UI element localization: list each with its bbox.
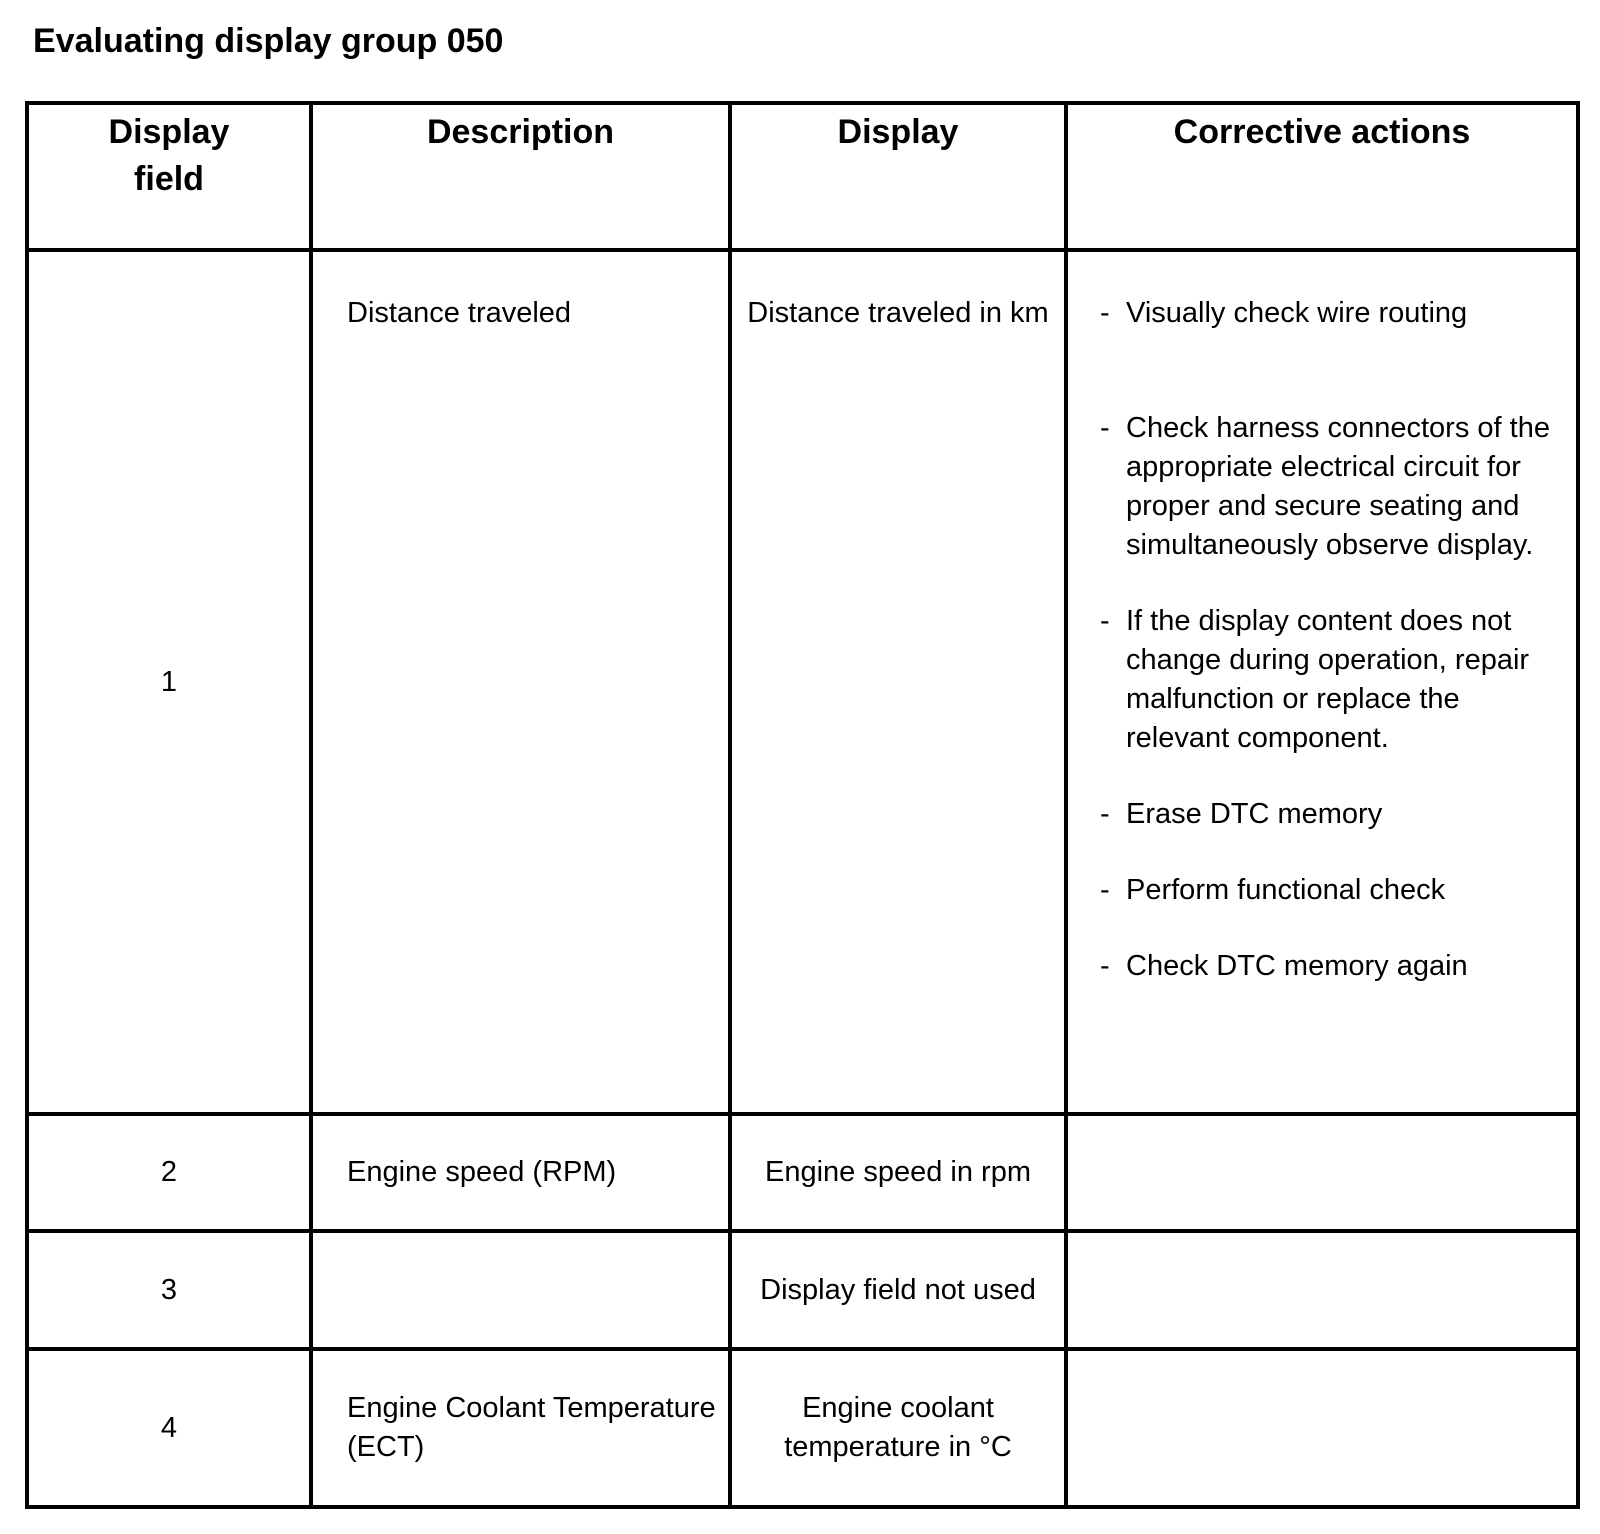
description-cell: Distance traveled	[311, 250, 730, 1114]
display-cell: Engine coolant temperature in °C	[730, 1349, 1066, 1507]
list-item: - If the display content does not change during operation, repair malfunction or replace the relevant component.	[1098, 602, 1556, 758]
description-cell: Engine speed (RPM)	[311, 1114, 730, 1231]
field-number-cell: 4	[27, 1349, 311, 1507]
display-group-table	[25, 101, 1580, 1509]
header-display: Display	[730, 103, 1066, 250]
display-cell: Display field not used	[730, 1231, 1066, 1349]
description-cell	[311, 1231, 730, 1349]
corrective-actions-list	[1068, 252, 1576, 986]
table-row	[27, 1349, 1578, 1507]
corrective-actions-cell	[1066, 1349, 1578, 1507]
table-row	[27, 1231, 1578, 1349]
display-cell: Distance traveled in km	[730, 250, 1066, 1114]
page-title: Evaluating display group 050	[33, 22, 504, 60]
field-number-cell: 2	[27, 1114, 311, 1231]
field-number-cell: 1	[27, 250, 311, 1114]
field-number-cell: 3	[27, 1231, 311, 1349]
display-cell: Engine speed in rpm	[730, 1114, 1066, 1231]
header-corrective-actions: Corrective actions	[1066, 103, 1578, 250]
corrective-actions-cell	[1066, 1114, 1578, 1231]
corrective-actions-cell	[1066, 1231, 1578, 1349]
list-item: - Check harness connectors of the appropriate electrical circuit for proper and secure seating and simultaneously observe display.	[1098, 409, 1556, 565]
list-item: - Perform functional check	[1098, 871, 1556, 910]
header-display-field: Display field	[27, 103, 311, 250]
corrective-actions-cell	[1066, 250, 1578, 1114]
list-item: - Check DTC memory again	[1098, 947, 1556, 986]
table-row	[27, 1114, 1578, 1231]
list-item: - Erase DTC memory	[1098, 795, 1556, 834]
list-item: - Visually check wire routing	[1098, 294, 1556, 333]
description-cell: Engine Coolant Temperature (ECT)	[311, 1349, 730, 1507]
table-row	[27, 250, 1578, 1114]
header-description: Description	[311, 103, 730, 250]
table-header-row	[27, 103, 1578, 250]
